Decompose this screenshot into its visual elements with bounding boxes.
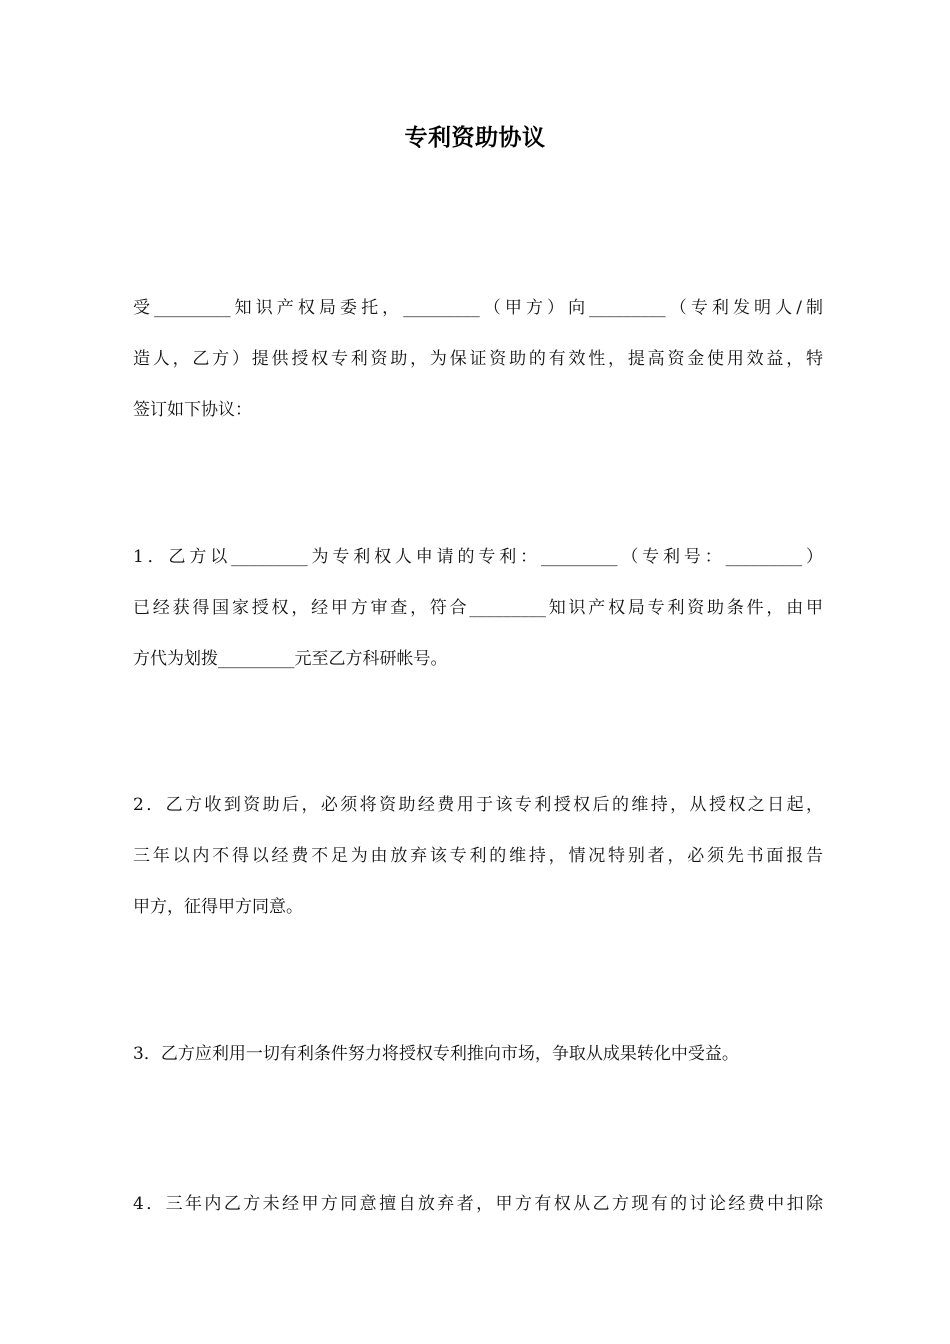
document-title: 专利资助协议: [404, 125, 546, 151]
clause-2-line-1: 2．乙方收到资助后，必须将资助经费用于该专利授权后的维持，从授权之日起，: [133, 795, 823, 815]
clause-1-line-2: 已经获得国家授权，经甲方审查，符合_________知识产权局专利资助条件，由甲: [133, 598, 823, 618]
clause-2-line-2: 三年以内不得以经费不足为由放弃该专利的维持，情况特别者，必须先书面报告: [133, 846, 823, 866]
clause-4-line-1: 4．三年内乙方未经甲方同意擅自放弃者，甲方有权从乙方现有的讨论经费中扣除: [133, 1194, 823, 1214]
clause-1-line-3: 方代为划拨_________元至乙方科研帐号。: [133, 649, 448, 669]
preamble-line-3: 签订如下协议：: [133, 400, 252, 420]
preamble-line-1: 受_________知识产权局委托，_________（甲方）向_________（专利发明人/制: [133, 298, 823, 318]
clause-1-line-1: 1．乙方以_________为专利权人申请的专利：_________（专利号：_________）: [133, 547, 823, 567]
clause-3-line-1: 3．乙方应利用一切有利条件努力将授权专利推向市场，争取从成果转化中受益。: [133, 1044, 739, 1064]
clause-2-line-3: 甲方，征得甲方同意。: [133, 897, 303, 917]
preamble-line-2: 造人，乙方）提供授权专利资助，为保证资助的有效性，提高资金使用效益，特: [133, 349, 823, 369]
